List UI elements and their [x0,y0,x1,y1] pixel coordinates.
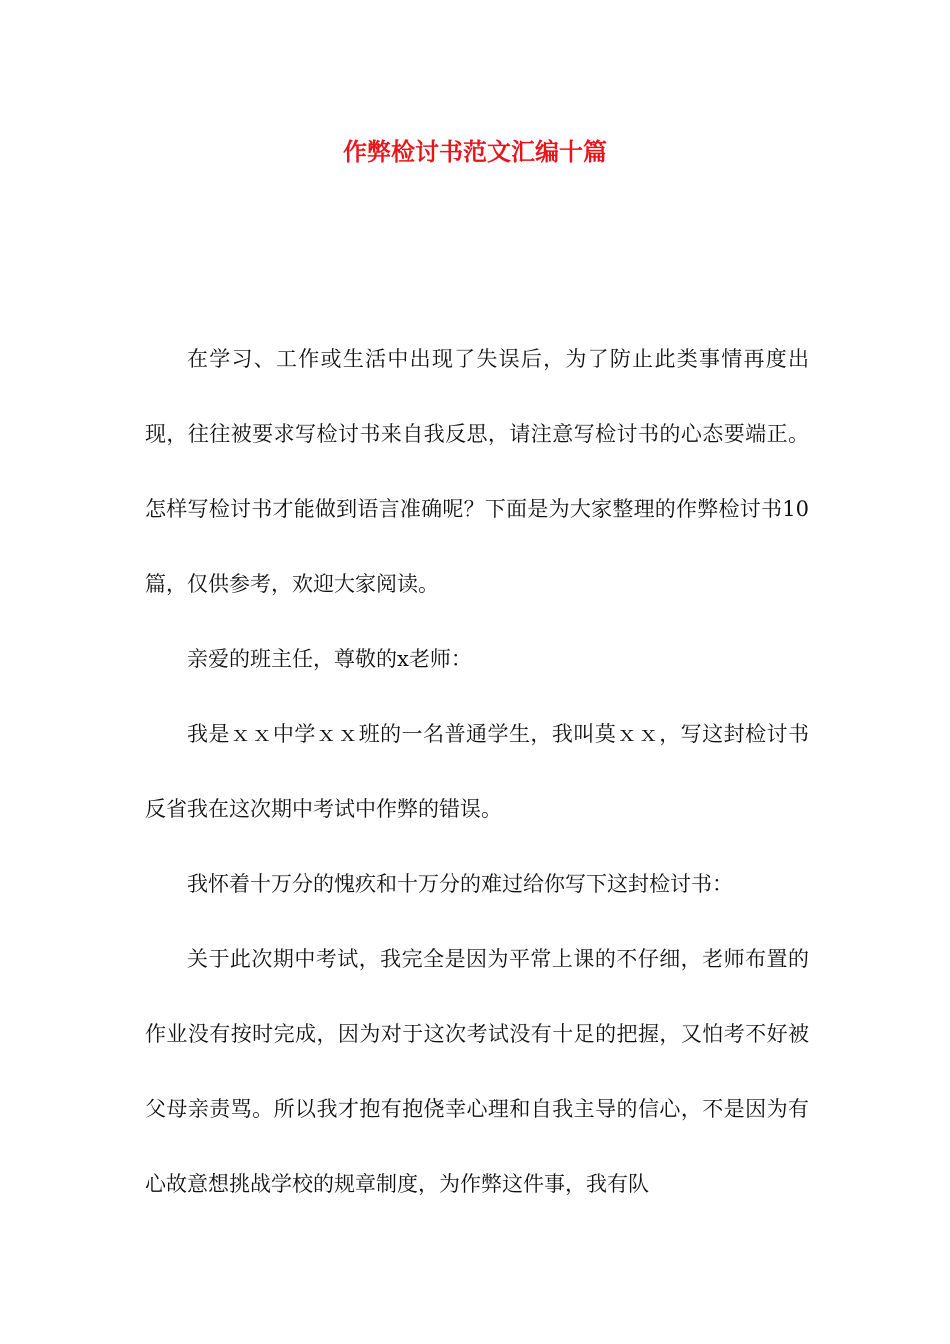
paragraph-salutation: 亲爱的班主任，尊敬的x老师： [187,647,472,671]
document-title: 作弊检讨书范文汇编十篇 [343,137,607,166]
paragraph-intro: 在学习、工作或生活中出现了失误后，为了防止此类事情再度出现，往往被要求写检讨书来自我反思，请注意写检讨书的心态要端正。怎样写检讨书才能做到语言准确呢？下面是为大家整理的作弊检讨书10篇，仅供参考，欢迎大家阅读。 [145,347,809,596]
paragraph-apology: 我怀着十万分的愧疚和十万分的难过给你写下这封检讨书： [187,872,733,896]
paragraph-reason: 关于此次期中考试，我完全是因为平常上课的不仔细，老师布置的作业没有按时完成，因为对于这次考试没有十足的把握，又怕考不好被父母亲责骂。所以我才抱有抱侥幸心理和自我主导的信心，不是因为有心故意想挑战学校的规章制度，为作弊这件事，我有队 [145,947,809,1196]
paragraph-self-introduction: 我是ｘｘ中学ｘｘ班的一名普通学生，我叫莫ｘｘ，写这封检讨书反省我在这次期中考试中作弊的错误。 [145,722,809,821]
document-body [145,322,809,1222]
